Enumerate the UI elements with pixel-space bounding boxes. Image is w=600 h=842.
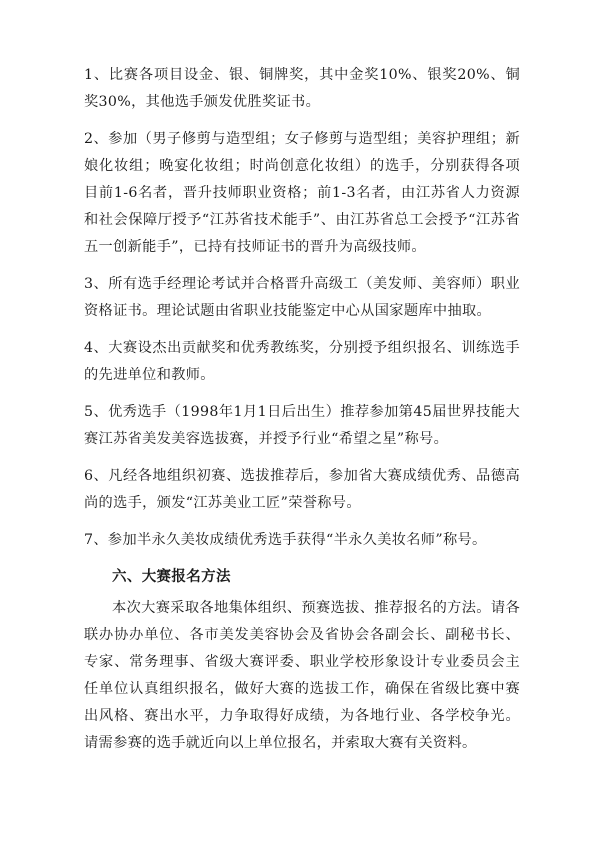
award-item-3: 3、所有选手经理论考试并合格晋升高级工（美发师、美容师）职业资格证书。理论试题由省职业技能鉴定中心从国家题库中抽取。: [84, 276, 520, 319]
award-item-4: 4、大赛设杰出贡献奖和优秀教练奖，分别授予组织报名、训练选手的先进单位和教师。: [84, 340, 520, 383]
section-heading-registration: 六、大赛报名方法: [112, 569, 231, 585]
registration-paragraph: 本次大赛采取各地集体组织、预赛选拔、推荐报名的方法。请各联办协办单位、各市美发美容协会及省协会各副会长、副秘书长、专家、常务理事、省级大赛评委、职业学校形象设计专业委员会主任单位认真组织报名，做好大赛的选拔工作，确保在省级比赛中赛出风格、赛出水平，力争取得好成绩，为各地行业、各学校争光。请需参赛的选手就近向以上单位报名，并索取大赛有关资料。: [84, 600, 520, 751]
award-item-7: 7、参加半永久美妆成绩优秀选手获得“半永久美妆名师”称号。: [84, 532, 487, 548]
award-item-5: 5、优秀选手（1998年1月1日后出生）推荐参加第45届世界技能大赛江苏省美发美容选拔赛，并授予行业“希望之星”称号。: [84, 404, 520, 447]
award-item-6: 6、凡经各地组织初赛、选拔推荐后，参加省大赛成绩优秀、品德高尚的选手，颁发“江苏美业工匠”荣誉称号。: [84, 468, 520, 511]
document-body: [84, 62, 520, 767]
award-item-1: 1、比赛各项目设金、银、铜牌奖，其中金奖10%、银奖20%、铜奖30%，其他选手颁发优胜奖证书。: [84, 67, 520, 110]
award-item-2: 2、参加（男子修剪与造型组；女子修剪与造型组；美容护理组；新娘化妆组；晚宴化妆组；时尚创意化妆组）的选手，分别获得各项目前1-6名者，晋升技师职业资格；前1-3名者，由江苏省人力资源和社会保障厅授予“江苏省技术能手”、由江苏省总工会授予“江苏省五一创新能手”，已持有技师证书的晋升为高级技师。: [84, 131, 520, 255]
